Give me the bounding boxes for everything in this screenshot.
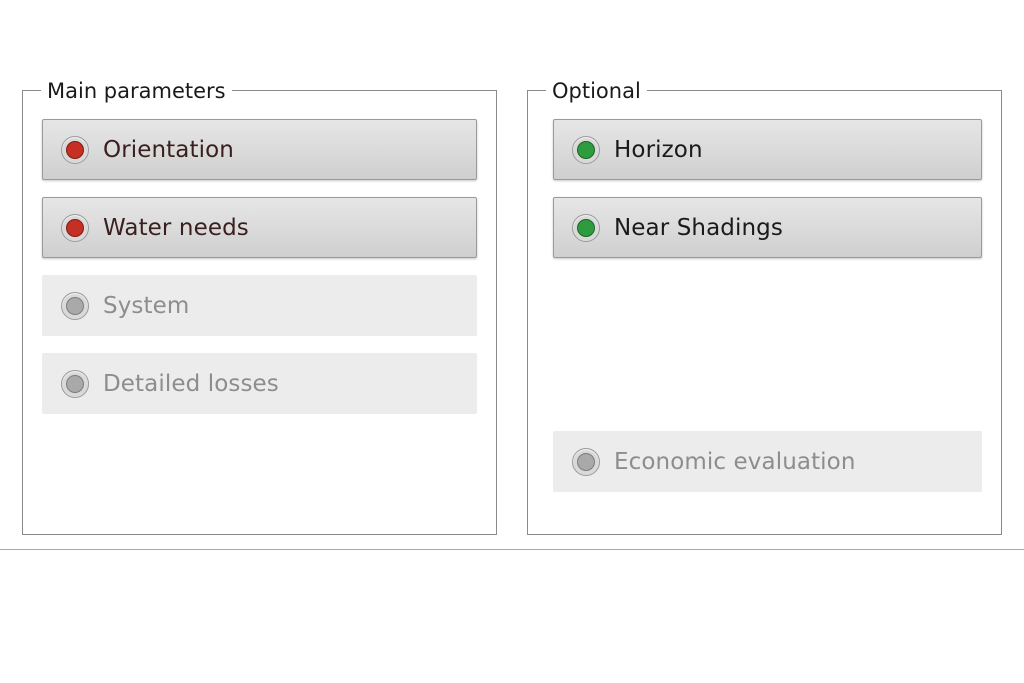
param-button-detailed-losses: [42, 353, 477, 414]
group-optional-legend: Optional: [546, 78, 647, 104]
param-button-near-shadings[interactable]: [553, 197, 982, 258]
group-main-parameters: [22, 79, 497, 535]
status-dot-grey-icon: [572, 448, 600, 476]
status-dot-red-icon: [61, 136, 89, 164]
status-dot-grey-icon: [61, 292, 89, 320]
group-optional: [527, 79, 1002, 535]
param-button-detailed-losses-label: Detailed losses: [103, 370, 279, 397]
param-button-horizon-label: Horizon: [614, 136, 703, 163]
param-button-horizon[interactable]: [553, 119, 982, 180]
param-button-orientation-label: Orientation: [103, 136, 234, 163]
bottom-blank-area: [0, 550, 1024, 683]
param-button-system-label: System: [103, 292, 190, 319]
status-dot-red-icon: [61, 214, 89, 242]
status-dot-green-icon: [572, 136, 600, 164]
status-dot-green-icon: [572, 214, 600, 242]
param-button-economic-evaluation: [553, 431, 982, 492]
param-button-orientation[interactable]: [42, 119, 477, 180]
param-button-system: [42, 275, 477, 336]
param-button-water-needs-label: Water needs: [103, 214, 249, 241]
param-button-water-needs[interactable]: [42, 197, 477, 258]
param-button-economic-evaluation-label: Economic evaluation: [614, 448, 856, 475]
group-main-parameters-legend: Main parameters: [41, 78, 232, 104]
param-button-near-shadings-label: Near Shadings: [614, 214, 783, 241]
status-dot-grey-icon: [61, 370, 89, 398]
